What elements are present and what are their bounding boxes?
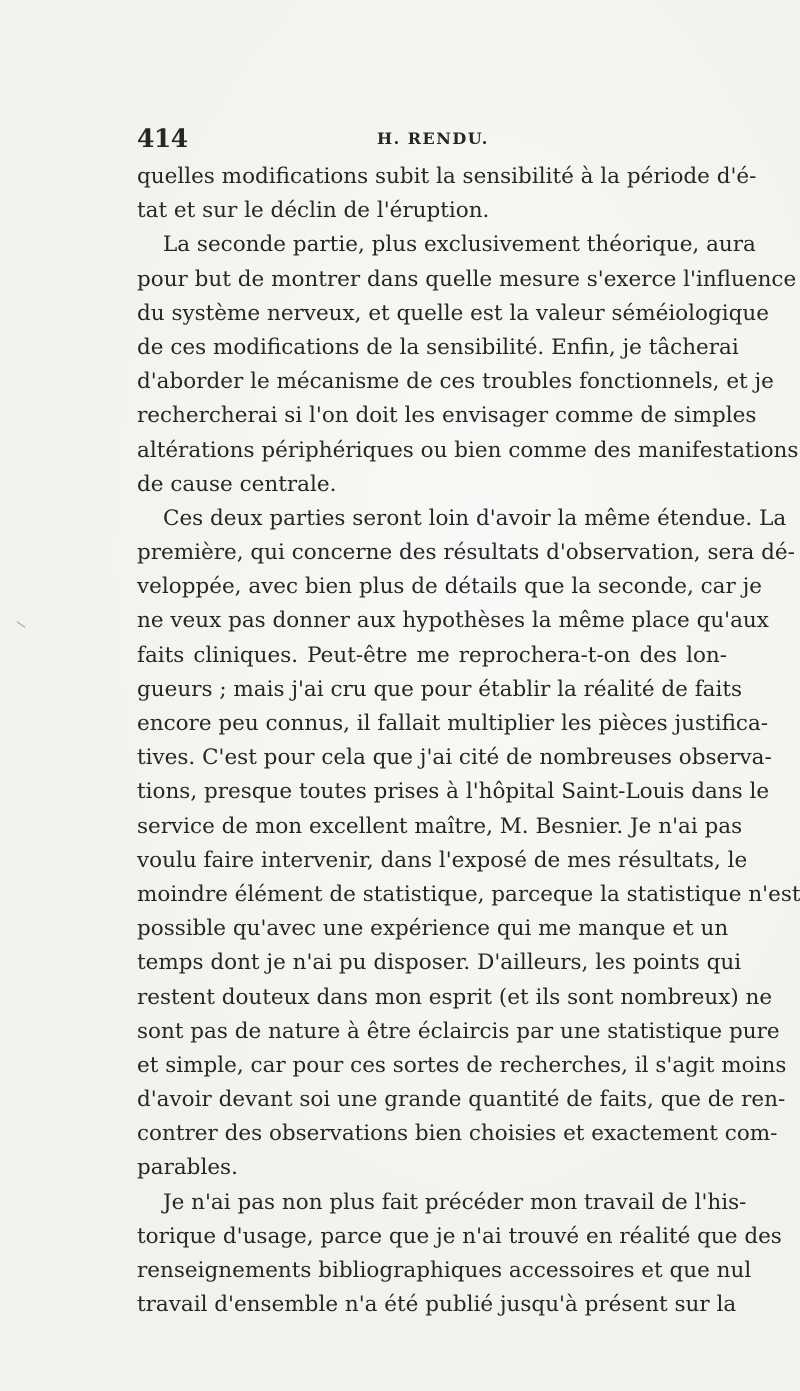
text-line: voulu faire intervenir, dans l'exposé de mes résultats, le — [137, 847, 748, 873]
text-line: du système nerveux, et quelle est la valeur séméiologique — [137, 300, 769, 326]
text-line: renseignements bibliographiques accessoires et que nul — [137, 1258, 752, 1283]
text-line: parables. — [137, 1155, 238, 1181]
text-line: travail d'ensemble n'a été publié jusqu'à présent sur la — [137, 1292, 737, 1318]
text-line: gueurs ; mais j'ai cru que pour établir la réalité de faits — [137, 676, 743, 702]
text-line: temps dont je n'ai pu disposer. D'ailleurs, les points qui — [137, 950, 742, 976]
text-line: pour but de montrer dans quelle mesure s'exerce l'influence — [137, 266, 797, 292]
text-line: tions, presque toutes prises à l'hôpital Saint-Louis dans le — [137, 779, 770, 805]
text-line: restent douteux dans mon esprit (et ils sont nombreux) ne — [137, 984, 773, 1010]
text-line: de ces modifications de la sensibilité. Enfin, je tâcherai — [137, 334, 739, 360]
running-title: H. RENDU. — [377, 129, 489, 148]
text-line: d'avoir devant soi une grande quantité de faits, que de ren- — [137, 1087, 786, 1113]
body-text — [137, 160, 800, 1322]
text-line: moindre élément de statistique, parceque la statistique n'est — [137, 881, 800, 907]
text-line: torique d'usage, parce que je n'ai trouvé en réalité que des — [137, 1223, 782, 1249]
text-line: La seconde partie, plus exclusivement théorique, aura — [163, 232, 756, 258]
text-line: encore peu connus, il fallait multiplier les pièces justifica- — [137, 711, 769, 736]
text-line: première, qui concerne des résultats d'observation, sera dé- — [137, 540, 795, 566]
text-line: faits cliniques. Peut-être me reprochera-t-on des lon- — [137, 642, 727, 668]
text-line: quelles modifications subit la sensibilité à la période d'é- — [137, 164, 757, 189]
running-head — [137, 124, 727, 154]
text-line: d'aborder le mécanisme de ces troubles fonctionnels, et je — [137, 369, 774, 395]
page-number: 414 — [137, 124, 188, 153]
text-line: sont pas de nature à être éclaircis par une statistique pure — [137, 1018, 780, 1044]
text-line: possible qu'avec une expérience qui me manque et un — [137, 916, 729, 942]
text-line: tives. C'est pour cela que j'ai cité de nombreuses observa- — [137, 745, 772, 771]
text-line: veloppée, avec bien plus de détails que la seconde, car je — [137, 574, 762, 600]
text-line: contrer des observations bien choisies et exactement com- — [137, 1121, 778, 1147]
text-line: Ces deux parties seront loin d'avoir la même étendue. La — [163, 505, 787, 531]
text-line: et simple, car pour ces sortes de recherches, il s'agit moins — [137, 1052, 787, 1078]
stray-mark — [17, 621, 26, 628]
text-line: de cause centrale. — [137, 471, 337, 497]
text-line: altérations périphériques ou bien comme des manifestations — [137, 437, 799, 463]
text-line: rechercherai si l'on doit les envisager comme de simples — [137, 403, 757, 429]
text-line: Je n'ai pas non plus fait précéder mon travail de l'his- — [163, 1189, 747, 1215]
text-line: tat et sur le déclin de l'éruption. — [137, 198, 490, 224]
text-line: service de mon excellent maître, M. Besnier. Je n'ai pas — [137, 813, 743, 839]
text-line: ne veux pas donner aux hypothèses la même place qu'aux — [137, 608, 769, 634]
